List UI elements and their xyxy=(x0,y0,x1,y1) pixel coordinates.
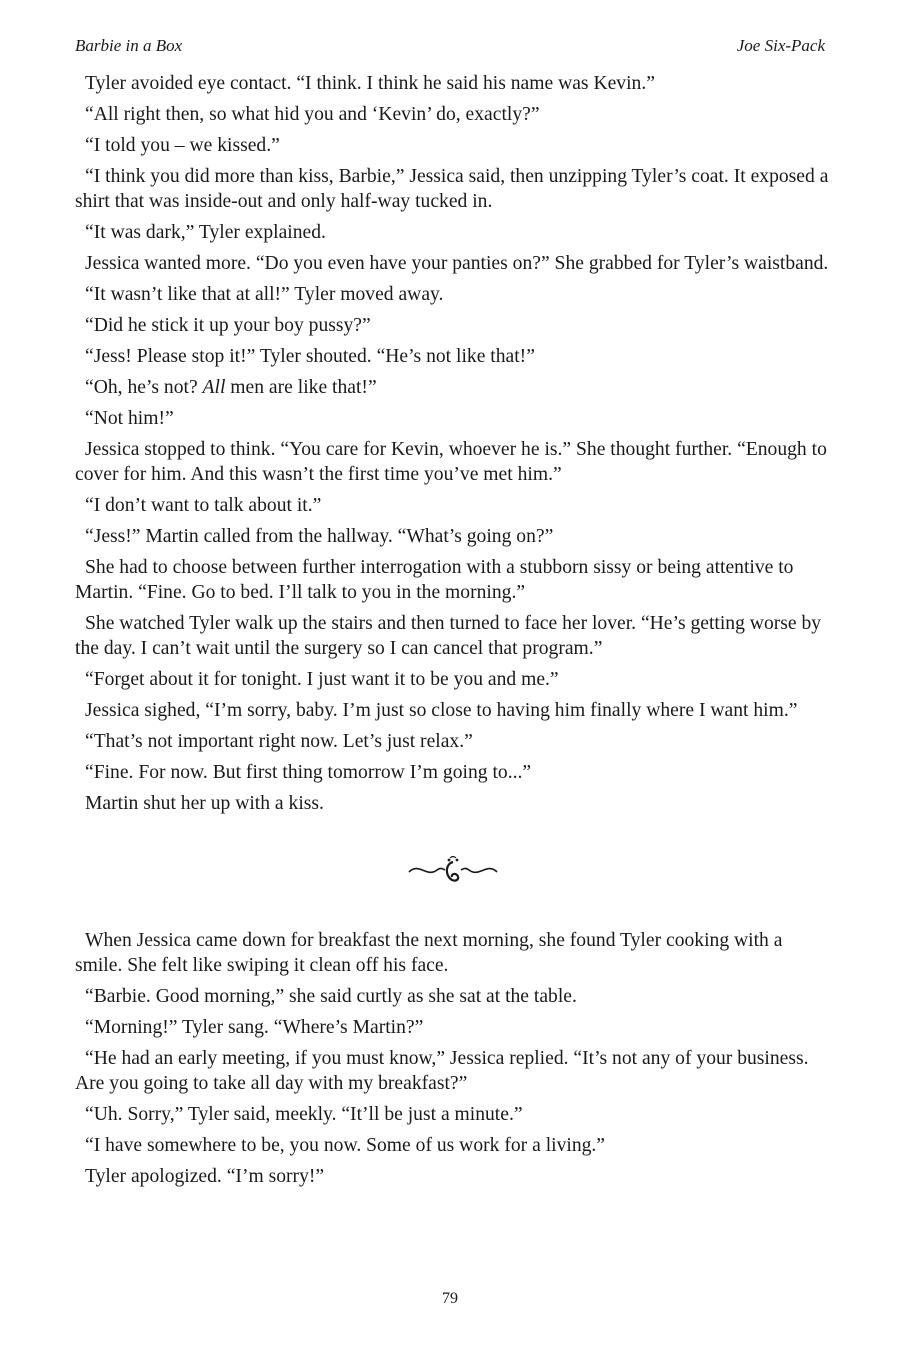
paragraph: “Morning!” Tyler sang. “Where’s Martin?” xyxy=(85,1017,424,1038)
page-number: 79 xyxy=(442,1290,458,1307)
paragraph: She had to choose between further interrogation with a stubborn sissy or being attentive to Martin. “Fine. Go to bed. I’ll talk to you in the morning.” xyxy=(75,557,794,603)
paragraph: “Forget about it for tonight. I just want it to be you and me.” xyxy=(85,669,559,690)
paragraph: “Not him!” xyxy=(85,408,174,429)
emphasis-text: All xyxy=(202,377,226,398)
paragraph: “Did he stick it up your boy pussy?” xyxy=(85,315,371,336)
paragraph-text: “Oh, he’s not? xyxy=(85,377,203,398)
section-one xyxy=(75,71,830,816)
paragraph: “All right then, so what hid you and ‘Kevin’ do, exactly?” xyxy=(85,104,540,125)
paragraph: “I don’t want to talk about it.” xyxy=(85,495,322,516)
paragraph: “I have somewhere to be, you now. Some of us work for a living.” xyxy=(85,1135,606,1156)
paragraph-text: men are like that!” xyxy=(225,377,377,398)
paragraph: She watched Tyler walk up the stairs and then turned to face her lover. “He’s getting worse by the day. I can’t wait until the surgery so I can cancel that program.” xyxy=(75,613,822,659)
paragraph: “Jess!” Martin called from the hallway. “What’s going on?” xyxy=(85,526,554,547)
paragraph: “That’s not important right now. Let’s just relax.” xyxy=(85,731,473,752)
paragraph: Tyler apologized. “I’m sorry!” xyxy=(85,1166,325,1187)
paragraph: Jessica wanted more. “Do you even have your panties on?” She grabbed for Tyler’s waistband. xyxy=(85,253,829,274)
section-break xyxy=(75,840,830,900)
paragraph: “I think you did more than kiss, Barbie,” Jessica said, then unzipping Tyler’s coat. It exposed a shirt that was inside-out and only half-way tucked in. xyxy=(75,166,829,212)
paragraph: When Jessica came down for breakfast the next morning, she found Tyler cooking with a smile. She felt like swiping it clean off his face. xyxy=(75,930,783,976)
paragraph: “Jess! Please stop it!” Tyler shouted. “He’s not like that!” xyxy=(85,346,535,367)
paragraph: Tyler avoided eye contact. “I think. I think he said his name was Kevin.” xyxy=(85,73,655,94)
author-name: Joe Six-Pack xyxy=(736,36,825,55)
paragraph: “It was dark,” Tyler explained. xyxy=(85,222,326,243)
paragraph: Martin shut her up with a kiss. xyxy=(85,793,324,814)
section-break-flourish-icon xyxy=(405,854,501,886)
paragraph: “It wasn’t like that at all!” Tyler moved away. xyxy=(85,284,444,305)
paragraph: “He had an early meeting, if you must know,” Jessica replied. “It’s not any of your business. Are you going to take all day with my breakfast?” xyxy=(75,1048,809,1094)
paragraph: “Uh. Sorry,” Tyler said, meekly. “It’ll be just a minute.” xyxy=(85,1104,523,1125)
paragraph: “Barbie. Good morning,” she said curtly as she sat at the table. xyxy=(85,986,577,1007)
running-header xyxy=(75,36,825,56)
paragraph: Jessica sighed, “I’m sorry, baby. I’m just so close to having him finally where I want him.” xyxy=(85,700,798,721)
book-title: Barbie in a Box xyxy=(75,36,183,55)
paragraph: Jessica stopped to think. “You care for Kevin, whoever he is.” She thought further. “Enough to cover for him. And this wasn’t the first time you’ve met him.” xyxy=(75,439,827,485)
body-text xyxy=(75,71,830,1195)
paragraph: “Fine. For now. But first thing tomorrow I’m going to...” xyxy=(85,762,532,783)
paragraph: “I told you – we kissed.” xyxy=(85,135,280,156)
section-two xyxy=(75,928,830,1189)
paragraph xyxy=(75,375,830,400)
